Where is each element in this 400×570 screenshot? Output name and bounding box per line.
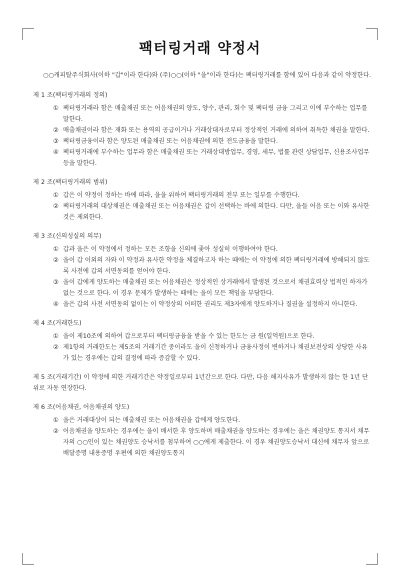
article-item	[53, 103, 373, 125]
article	[33, 402, 373, 459]
item-text: 어음채권을 양도하는 경우에는 을이 배서한 후 양도하며 매출채권을 양도하는 경우에는 을은 채권양도 통지서 채무자의 ○○인이 있는 채권양도 승낙서를 첨부하여 ○○에게 제출한다. 이 경우 채권양도승낙서 대신에 채무자 앞으로 배달증명 내용증명 우편에 의한 채권양도통지	[63, 428, 370, 457]
item-text: 을이 제10조에 의하여 갑으로부터 팩터링금융을 받을 수 있는 한도는 금 원(일억원)으로 한다.	[63, 333, 315, 340]
document-title: 팩터링거래 약정서	[138, 41, 262, 57]
item-number: ②	[53, 257, 59, 264]
article-heading: 제 4 조(거래한도)	[33, 320, 82, 327]
item-number: ①	[53, 105, 59, 112]
item-text: 을이 갑 이외의 자와 이 약정과 유사한 약정을 체결하고자 하는 때에는 이 약정에 의한 팩터링거래에 방해되지 않도록 사전에 갑의 서면동의를 얻어야 한다.	[63, 257, 370, 275]
article-items	[33, 244, 373, 310]
article-item	[53, 426, 373, 459]
article-item	[53, 136, 373, 147]
article-heading: 제 2 조(팩터링거래의 범위)	[33, 179, 108, 186]
article-item	[53, 342, 373, 364]
item-number: ①	[53, 333, 59, 340]
item-text: 을은 거래대상이 되는 매출채권 또는 어음채권을 갑에게 양도한다.	[63, 417, 241, 424]
item-text: 팩터링거래의 대상채권은 매출채권 또는 어음채권은 갑이 선택하는 바에 의한다. 다만, 을들 어음 또는 이와 유사한 것은 제외한다.	[63, 203, 370, 221]
article-heading: 제 5 조(거래기간) 이 약정에 의한 거래기간은 약정일로부터 1년간으로 한다. 다만, 다음 해지사유가 발생하지 않는 한 1년 단위로 자동 연장한다.	[33, 374, 368, 392]
article-items	[33, 103, 373, 169]
item-text: 제1항의 거래한도는 제5조의 거래기간 중이라도 을이 신청하거나 금융사정이 변하거나 채권보전상의 상당한 사유가 있는 경우에는 갑의 결정에 따라 증감할 수 있다.	[63, 344, 368, 362]
article-item	[53, 331, 373, 342]
item-number: ①	[53, 246, 59, 253]
item-number: ④	[53, 301, 59, 308]
item-text: 팩터링거래라 함은 매출채권 또는 어음채권의 양도, 양수, 관리, 회수 및 팩터링 금융 그리고 이에 부수하는 업무를 말한다.	[63, 105, 368, 123]
item-number: ②	[53, 127, 59, 134]
document-body	[33, 70, 373, 467]
item-number: ①	[53, 417, 59, 424]
article	[33, 177, 373, 223]
article-heading: 제 3 조(신의성실의 의무)	[33, 233, 102, 240]
article	[33, 231, 373, 310]
item-number: ②	[53, 203, 59, 210]
item-number: ③	[53, 138, 59, 145]
article-item	[53, 255, 373, 277]
article-item	[53, 415, 373, 426]
article-items	[33, 331, 373, 364]
item-number: ④	[53, 149, 59, 156]
article	[33, 318, 373, 364]
item-text: 을은 갑의 사전 서면동의 없이는 이 약정상의 어떠한 권리도 제3자에게 양도하거나 질권을 설정하지 아니한다.	[63, 301, 358, 308]
article-item	[53, 299, 373, 310]
article-list	[33, 90, 373, 459]
article-item	[53, 277, 373, 299]
article-items	[33, 190, 373, 223]
article-item	[53, 190, 373, 201]
article	[33, 90, 373, 169]
item-text: 을이 갑에게 양도하는 매출채권 또는 어음채권은 정상적인 상거래에서 발생된 것으로서 채권효력상 법적인 하자가 없는 것으로 한다. 이 경우 문제가 발생하는 때에는 을이 모든 책임을 부담한다.	[63, 279, 368, 297]
article-item	[53, 125, 373, 136]
item-number: ①	[53, 192, 59, 199]
article	[33, 372, 373, 394]
article-item	[53, 147, 373, 169]
item-text: 갑과 을은 이 약정에서 정하는 모든 조항을 신의에 좇아 성실히 이행하여야 한다.	[63, 246, 278, 253]
article-heading: 제 1 조(팩터링거래의 정의)	[33, 92, 108, 99]
article-item	[53, 244, 373, 255]
item-number: ③	[53, 279, 59, 286]
article-heading: 제 6 조(어음채권, 어음채권의 양도)	[33, 404, 130, 411]
article-item	[53, 201, 373, 223]
article-items	[33, 415, 373, 459]
item-text: 매출채권이라 함은 재화 또는 용역의 공급이거나 거래상대자로부터 정상적인 거래에 의하여 취득한 채권을 말한다.	[63, 127, 370, 134]
item-text: 팩터링거래에 부수하는 업무라 함은 매출채권 또는 거래상대방업무, 경영, 세무, 법률 관련 상담업무, 신용조사업무 등을 말한다.	[63, 149, 370, 167]
item-text: 갑은 이 약정이 정하는 바에 따라, 을을 위하여 팩터링거래의 전부 또는 일부를 수행한다.	[63, 192, 300, 199]
item-number: ②	[53, 344, 59, 351]
item-text: 팩터링금융이라 함은 양도된 매출채권 또는 어음채권에 의한 전도금융을 말한다.	[63, 138, 278, 145]
intro-paragraph: ○○캐피탈주식회사(이하 "갑"이라 한다)와 (주)○○(이하 "을"이라 한다)는 팩터링거래를 함에 있어 다음과 같이 약정한다.	[43, 72, 372, 79]
item-number: ②	[53, 428, 59, 435]
